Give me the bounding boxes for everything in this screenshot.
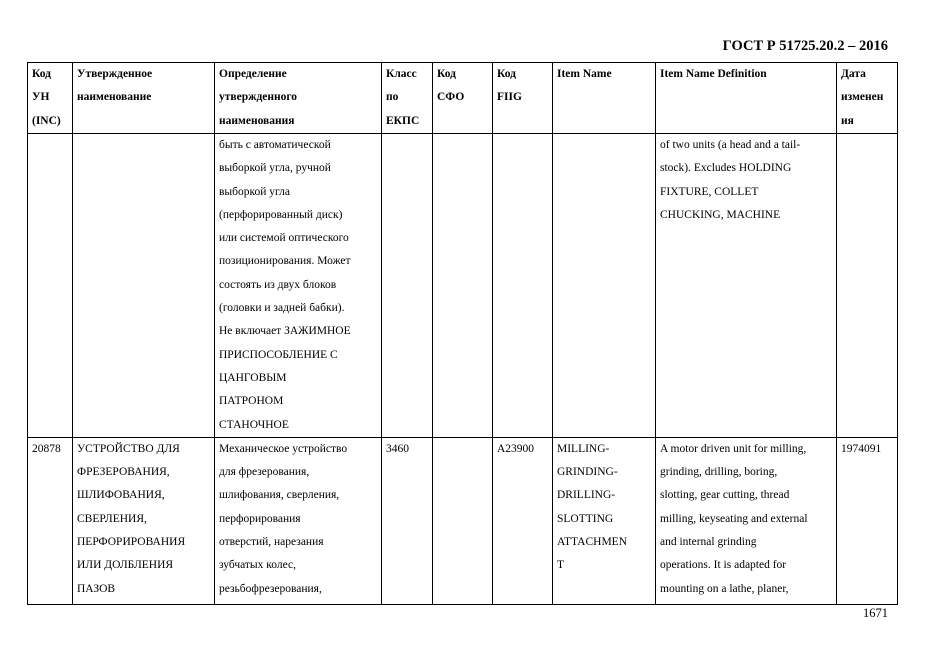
cell-text-line: mounting on a lathe, planer, <box>660 582 789 595</box>
fiig-code-cell <box>493 134 553 438</box>
header-text-line: ия <box>841 114 854 127</box>
cell-text-line: ИЛИ ДОЛБЛЕНИЯ <box>77 559 174 572</box>
class-cell <box>382 437 433 604</box>
cell-text-line: ПРИСПОСОБЛЕНИЕ С <box>219 348 338 361</box>
class-cell <box>382 134 433 438</box>
inc-cell <box>28 134 73 438</box>
cell-text-line: выборкой угла <box>219 185 291 198</box>
cell-text-line: перфорирования <box>219 512 301 525</box>
cell-text-line: для фрезерования, <box>219 466 310 479</box>
cell-text-line: позиционирования. Может <box>219 255 351 268</box>
cell-text-line: зубчатых колес, <box>219 559 296 572</box>
cell-text-line: Механическое устройство <box>219 442 348 455</box>
inc-cell <box>28 437 73 604</box>
document-standard-header: ГОСТ Р 51725.20.2 – 2016 <box>722 38 888 54</box>
column-header-fiig-code <box>493 63 553 134</box>
header-text-line: Дата <box>841 68 866 80</box>
column-header-definition <box>215 63 382 134</box>
cell-text-line: или системой оптического <box>219 232 349 245</box>
cell-text-line: ПАТРОНОМ <box>219 395 284 408</box>
catalog-table <box>27 62 898 605</box>
cell-text-line: (головки и задней бабки). <box>219 302 345 315</box>
header-text-line: Код <box>32 68 52 80</box>
cell-text-line: ПАЗОВ <box>77 582 116 595</box>
column-header-item-name <box>553 63 656 134</box>
header-text-line: УН <box>32 91 50 104</box>
header-text-line: (INC) <box>32 114 61 127</box>
cell-text-line: grinding, drilling, boring, <box>660 466 778 479</box>
header-text-line: FIIG <box>497 91 522 104</box>
fiig-code-cell <box>493 437 553 604</box>
cell-text-line: SLOTTING <box>557 512 614 525</box>
item-name-cell <box>553 134 656 438</box>
cell-text-line: ЦАНГОВЫМ <box>219 371 287 384</box>
item-name-cell <box>553 437 656 604</box>
definition-cell <box>215 134 382 438</box>
cell-text-line: УСТРОЙСТВО ДЛЯ <box>77 442 180 455</box>
item-definition-cell <box>656 134 837 438</box>
cell-text-line: FIXTURE, COLLET <box>660 185 759 198</box>
header-text-line: Item Name <box>557 68 612 80</box>
header-text-line: Код <box>497 68 517 80</box>
header-text-line: Item Name Definition <box>660 68 767 80</box>
cell-text-line: slotting, gear cutting, thread <box>660 489 790 502</box>
cell-text-line: 3460 <box>386 442 409 455</box>
page-number: 1671 <box>863 606 888 620</box>
cell-text-line: DRILLING- <box>557 489 616 502</box>
cell-text-line: GRINDING- <box>557 466 618 479</box>
table-row <box>28 134 898 438</box>
column-header-change-date <box>837 63 898 134</box>
cell-text-line: быть с автоматической <box>219 139 331 151</box>
table-header-row <box>28 63 898 134</box>
cell-text-line: MILLING- <box>557 442 610 455</box>
item-definition-cell <box>656 437 837 604</box>
header-text-line: СФО <box>437 91 465 104</box>
column-header-sfo-code <box>433 63 493 134</box>
header-text-line: Класс <box>386 68 417 80</box>
change-date-cell <box>837 134 898 438</box>
definition-cell <box>215 437 382 604</box>
column-header-inc <box>28 63 73 134</box>
cell-text-line: A motor driven unit for milling, <box>660 442 807 455</box>
header-text-line: изменен <box>841 91 884 104</box>
cell-text-line: of two units (a head and a tail- <box>660 139 801 151</box>
cell-text-line: Не включает ЗАЖИМНОЕ <box>219 325 351 338</box>
cell-text-line: ПЕРФОРИРОВАНИЯ <box>77 536 186 549</box>
header-text-line: Определение <box>219 68 287 80</box>
cell-text-line: отверстий, нарезания <box>219 536 324 549</box>
sfo-code-cell <box>433 437 493 604</box>
cell-text-line: шлифования, сверления, <box>219 489 340 502</box>
approved-name-cell <box>73 134 215 438</box>
cell-text-line: ФРЕЗЕРОВАНИЯ, <box>77 466 170 479</box>
cell-text-line: СВЕРЛЕНИЯ, <box>77 512 147 525</box>
header-text-line: по <box>386 91 399 104</box>
cell-text-line: and internal grinding <box>660 536 757 549</box>
cell-text-line: выборкой угла, ручной <box>219 162 331 175</box>
cell-text-line: ШЛИФОВАНИЯ, <box>77 489 165 502</box>
cell-text-line: СТАНОЧНОЕ <box>219 418 289 431</box>
header-text-line: наименования <box>219 114 295 127</box>
cell-text-line: резьбофрезерования, <box>219 582 322 595</box>
cell-text-line: T <box>557 559 565 572</box>
header-text-line: Утвержденное <box>77 68 153 80</box>
table-row <box>28 437 898 604</box>
cell-text-line: CHUCKING, MACHINE <box>660 208 781 221</box>
cell-text-line: operations. It is adapted for <box>660 559 787 572</box>
header-text-line: наименование <box>77 91 152 104</box>
column-header-item-definition <box>656 63 837 134</box>
change-date-cell <box>837 437 898 604</box>
cell-text-line: 1974091 <box>841 442 882 455</box>
sfo-code-cell <box>433 134 493 438</box>
cell-text-line: milling, keyseating and external <box>660 512 808 525</box>
header-text-line: ЕКПС <box>386 114 420 127</box>
approved-name-cell <box>73 437 215 604</box>
column-header-class <box>382 63 433 134</box>
column-header-approved-name <box>73 63 215 134</box>
cell-text-line: ATTACHMEN <box>557 536 627 549</box>
cell-text-line: состоять из двух блоков <box>219 278 337 291</box>
header-text-line: утвержденного <box>219 91 298 104</box>
header-text-line: Код <box>437 68 457 80</box>
cell-text-line: A23900 <box>497 442 535 455</box>
cell-text-line: (перфорированный диск) <box>219 208 343 221</box>
cell-text-line: 20878 <box>32 442 61 455</box>
cell-text-line: stock). Excludes HOLDING <box>660 162 792 175</box>
